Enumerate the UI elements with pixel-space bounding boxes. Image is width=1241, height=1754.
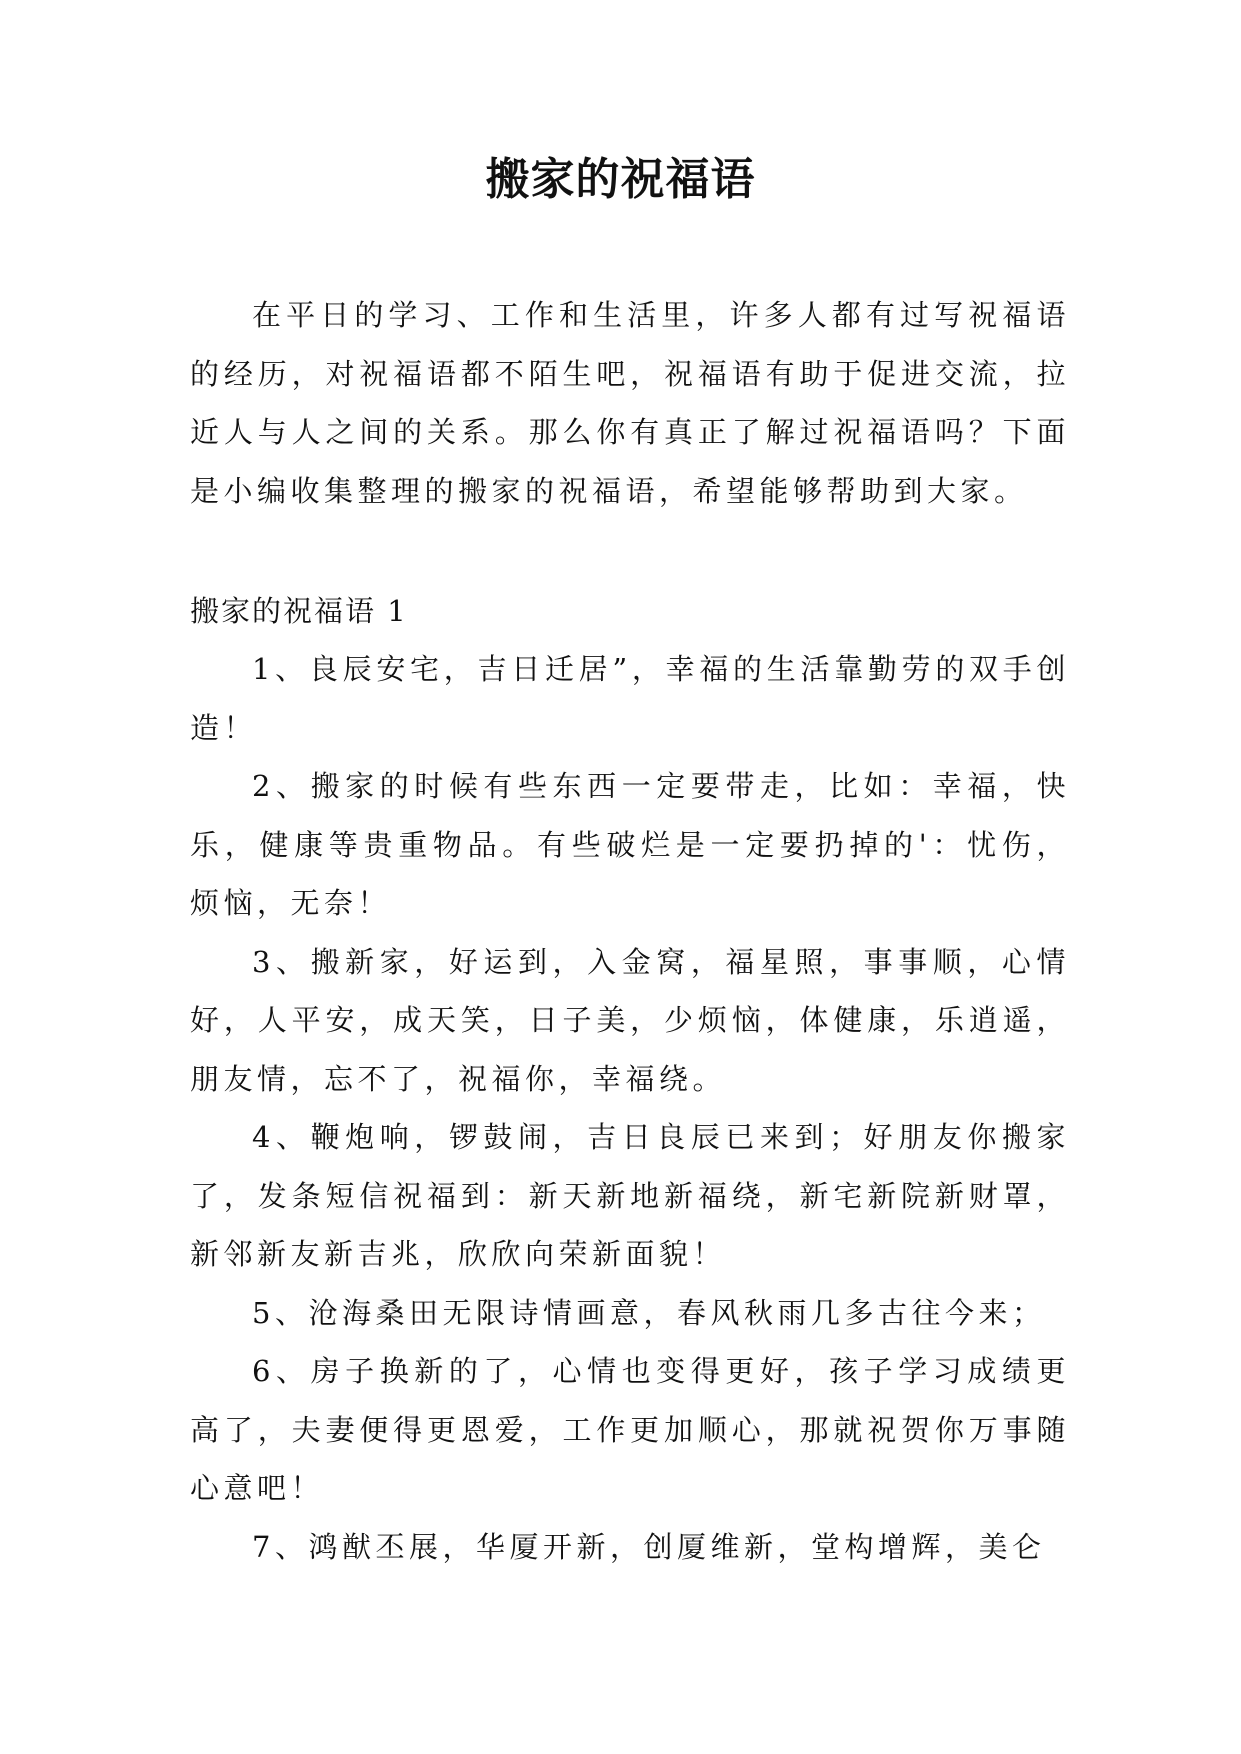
intro-paragraph: 在平日的学习、工作和生活里，许多人都有过写祝福语的经历，对祝福语都不陌生吧，祝福语有助于促进交流，拉近人与人之间的关系。那么你有真正了解过祝福语吗？下面是小编收集整理的搬家的祝福语，希望能够帮助到大家。 [190, 298, 1070, 508]
document-title: 搬家的祝福语 [485, 154, 756, 205]
list-item: 7、鸿猷丕展，华厦开新，创厦维新，堂构增辉，美仑 [252, 1529, 1046, 1564]
list-item: 5、沧海桑田无限诗情画意，春风秋雨几多古往今来； [252, 1295, 1046, 1330]
blessing-list [190, 640, 1070, 1576]
list-item: 1、良辰安宅，吉日迁居”，幸福的生活靠勤劳的双手创造！ [190, 652, 1070, 745]
list-item: 3、搬新家，好运到，入金窝，福星照，事事顺，心情好，人平安，成天笑，日子美，少烦恼，体健康，乐逍遥，朋友情，忘不了，祝福你，幸福绕。 [190, 944, 1070, 1096]
section-heading: 搬家的祝福语 1 [190, 594, 408, 628]
list-item: 6、房子换新的了，心情也变得更好，孩子学习成绩更高了，夫妻便得更恩爱，工作更加顺心，那就祝贺你万事随心意吧！ [190, 1354, 1070, 1505]
list-item: 4、鞭炮响，锣鼓闹，吉日良辰已来到；好朋友你搬家了，发条短信祝福到：新天新地新福绕，新宅新院新财罩，新邻新友新吉兆，欣欣向荣新面貌！ [190, 1120, 1070, 1271]
list-item: 2、搬家的时候有些东西一定要带走，比如：幸福，快乐，健康等贵重物品。有些破烂是一定要扔掉的'：忧伤，烦恼，无奈！ [190, 769, 1070, 920]
